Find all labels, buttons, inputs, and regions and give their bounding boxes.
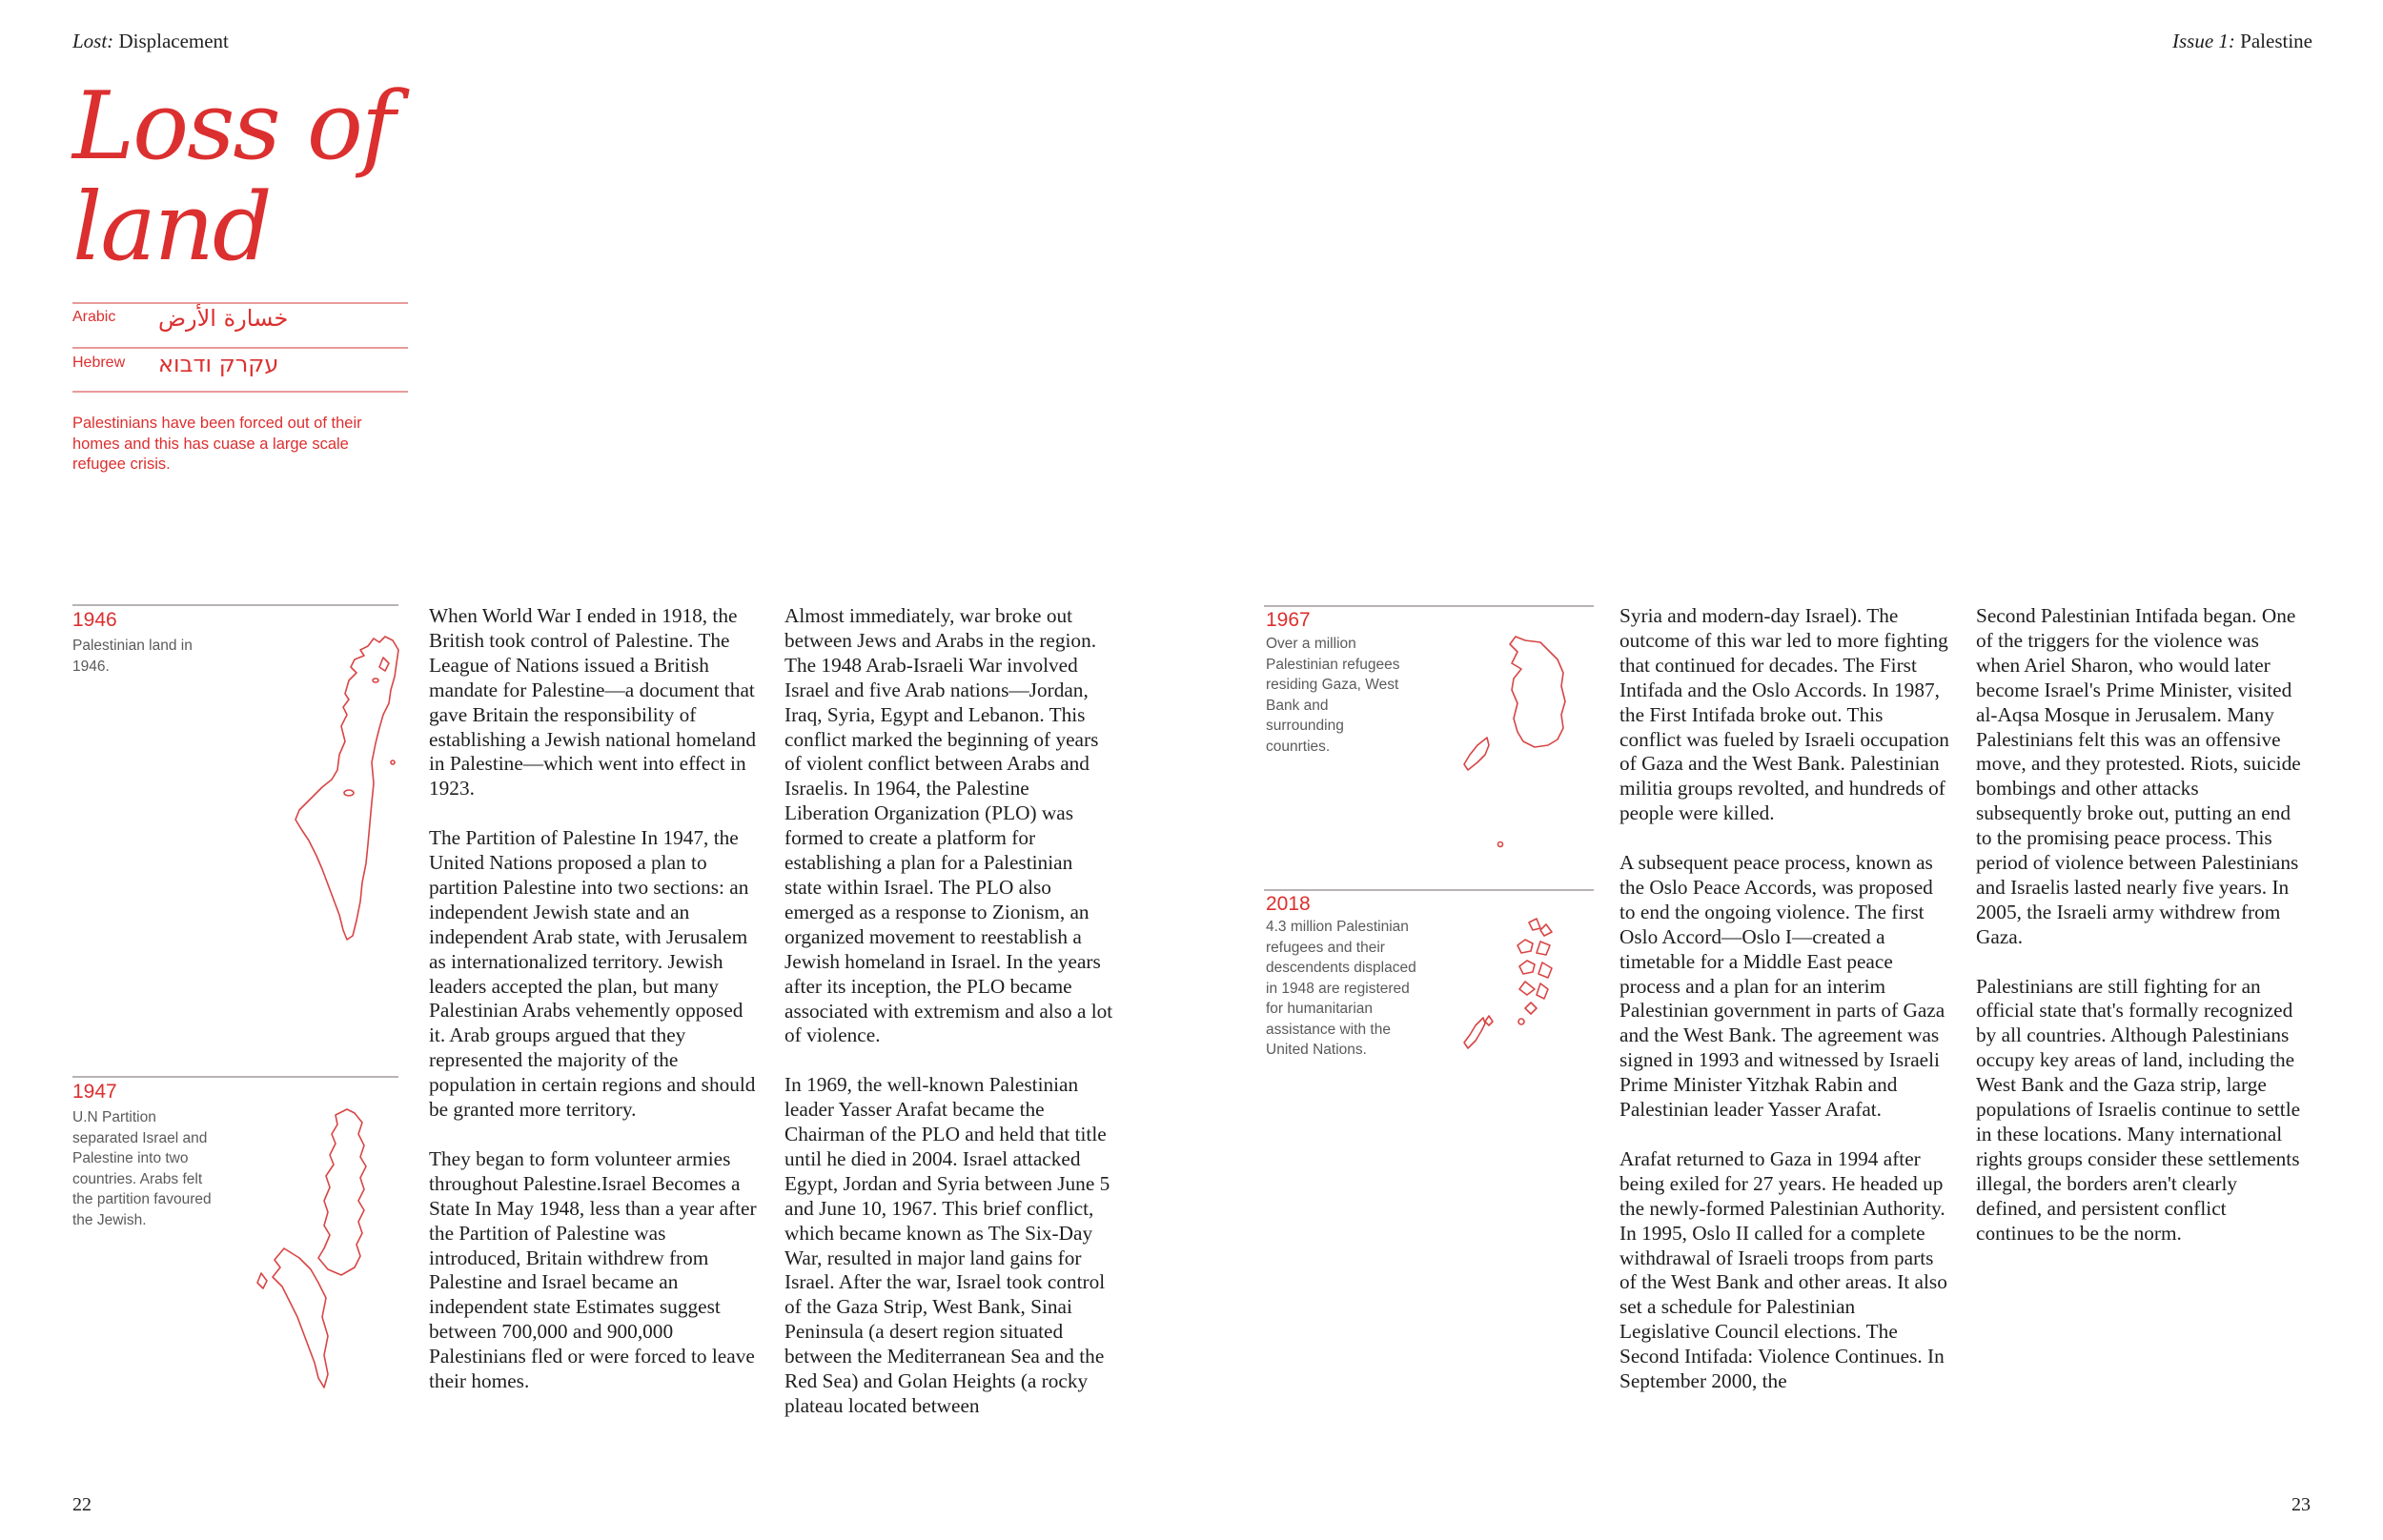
map-year-2018: 2018	[1266, 893, 1311, 915]
map-year-1947: 1947	[72, 1081, 117, 1103]
map-caption-1947: U.N Partition separated Israel and Palestine into two countries. Arabs felt the partition favoured the Jewish.	[72, 1109, 212, 1228]
translation-word-hebrew: עקרק ודבוא	[158, 351, 279, 377]
divider	[72, 302, 408, 304]
translation-word-arabic: خسارة الأرض	[158, 305, 289, 332]
page-number-left: 22	[72, 1494, 92, 1515]
divider	[72, 604, 398, 606]
body-column-3	[1619, 604, 1949, 1394]
issue-label: Issue 1:	[2172, 30, 2235, 52]
paragraph: A subsequent peace process, known as the Oslo Peace Accords, was proposed to end the ongoing violence. The first Oslo Accord—Oslo I—created a timetable for a Middle East peace process and a plan for an interim Palestinian government in parts of Gaza and the West Bank. The agreement was signed in 1993 and witnessed by Israeli Prime Minister Yitzhak Rabin and Palestinian leader Yasser Arafat.	[1619, 851, 1945, 1122]
paragraph: The Partition of Palestine In 1947, the United Nations proposed a plan to partition Palestine into two sections: an independent Jewish state and an independent Arab state, with Jerusalem as internationalized territory. Jewish leaders accepted the plan, but many Palestinian Arabs vehemently opposed it. Arab groups argued that they represented the majority of the population in certain regions and should be granted more territory.	[429, 826, 756, 1122]
paragraph: Second Palestinian Intifada began. One of the triggers for the violence was when Ariel Sharon, who would later become Israel's Prime Minister, visited al-Aqsa Mosque in Jerusalem. Many Palestinians felt this was an offensive move, and they protested. Riots, suicide bombings and other attacks subsequently broke out, putting an end to the promising peace process. This period of violence between Palestinians and Israelis lasted nearly five years. In 2005, the Israeli army withdrew from Gaza.	[1976, 604, 2301, 948]
map-1946-icon	[250, 629, 402, 948]
paragraph: They began to form volunteer armies throughout Palestine.Israel Becomes a State In May 1948, less than a year after the Partition of Palestine was introduced, Britain withdrew from Palestine and Israel became an independent state Estimates suggest between 700,000 and 900,000 Palestinians fled or were forced to leave their homes.	[429, 1146, 757, 1393]
paragraph: Palestinians are still fighting for an official state that's formally recognized by all countries. Although Palestinians occupy key areas of land, including the West Bank and the Gaza strip, large populations of Israelis continue to settle in these locations. Many international rights groups consider these settlements illegal, the borders aren't clearly defined, and persistent conflict continues to be the norm.	[1976, 974, 2301, 1245]
map-year-1967: 1967	[1266, 609, 1311, 631]
body-column-2	[784, 604, 1114, 1419]
section-label: Lost:	[72, 30, 114, 52]
issue-topic: Palestine	[2240, 30, 2312, 52]
divider	[72, 347, 408, 349]
intro-text: Palestinians have been forced out of their homes and this has cuase a large scale refugee crisis.	[72, 415, 362, 473]
section-name: Displacement	[118, 30, 229, 52]
page-title	[72, 72, 395, 282]
body-column-4	[1976, 604, 2306, 1246]
paragraph: In 1969, the well-known Palestinian leader Yasser Arafat became the Chairman of the PLO and held that title until he died in 2004. Israel attacked Egypt, Jordan and Syria between June 5 and June 10, 1967. This brief conflict, which became known as The Six-Day War, resulted in major land gains for Israel. After the war, Israel took control of the Gaza Strip, West Bank, Sinai Peninsula (a desert region situated between the Mediterranean Sea and the Red Sea) and Golan Heights (a rocky plateau located between	[784, 1073, 1110, 1417]
map-1947-icon	[255, 1105, 389, 1391]
running-header-right	[2172, 27, 2312, 55]
map-2018-icon	[1445, 913, 1594, 1065]
running-header-left	[72, 27, 229, 55]
title-line-1: Loss of	[72, 72, 395, 181]
divider	[72, 1076, 398, 1078]
map-caption-1946: Palestinian land in 1946.	[72, 638, 193, 675]
map-year-1946: 1946	[72, 609, 117, 631]
map-caption-1967: Over a million Palestinian refugees residing Gaza, West Bank and surrounding counrties.	[1266, 636, 1400, 755]
translation-language-hebrew: Hebrew	[72, 355, 126, 371]
page-number-right: 23	[2291, 1494, 2311, 1515]
body-column-1	[429, 604, 759, 1394]
paragraph: Arafat returned to Gaza in 1994 after being exiled for 27 years. He headed up the newly-formed Palestinian Authority. In 1995, Oslo II called for a complete withdrawal of Israeli troops from parts of the West Bank and other areas. It also set a schedule for Palestinian Legislative Council elections. The Second Intifada: Violence Continues. In September 2000, the	[1619, 1146, 1947, 1393]
paragraph: When World War I ended in 1918, the British took control of Palestine. The League of Nations issued a British mandate for Palestine—a document that gave Britain the responsibility of establishing a Jewish national homeland in Palestine—which went into effect in 1923.	[429, 604, 757, 800]
divider	[1264, 889, 1594, 891]
paragraph: Almost immediately, war broke out between Jews and Arabs in the region. The 1948 Arab-Israeli War involved Israel and five Arab nations—Jordan, Iraq, Syria, Egypt and Lebanon. This conflict marked the beginning of years of violent conflict between Arabs and Israelis. In 1964, the Palestine Liberation Organization (PLO) was formed to create a platform for establishing a plan for a Palestinian state within Israel. The PLO also emerged as a response to Zionism, an organized movement to reestablish a Jewish homeland in Israel. In the years after its inception, the PLO became associated with extremism and also a lot of violence.	[784, 604, 1113, 1047]
divider	[72, 391, 408, 393]
map-1967-icon	[1449, 633, 1592, 858]
translation-language-arabic: Arabic	[72, 309, 116, 325]
title-line-2: land	[72, 173, 271, 282]
map-caption-2018: 4.3 million Palestinian refugees and their descendents displaced in 1948 are registered for humanitarian assistance with the United Nations.	[1266, 919, 1416, 1058]
paragraph: Syria and modern-day Israel). The outcome of this war led to more fighting that continued for decades. The First Intifada and the Oslo Accords. In 1987, the First Intifada broke out. This conflict was fueled by Israeli occupation of Gaza and the West Bank. Palestinian militia groups revolted, and hundreds of people were killed.	[1619, 604, 1949, 825]
divider	[1264, 605, 1594, 607]
